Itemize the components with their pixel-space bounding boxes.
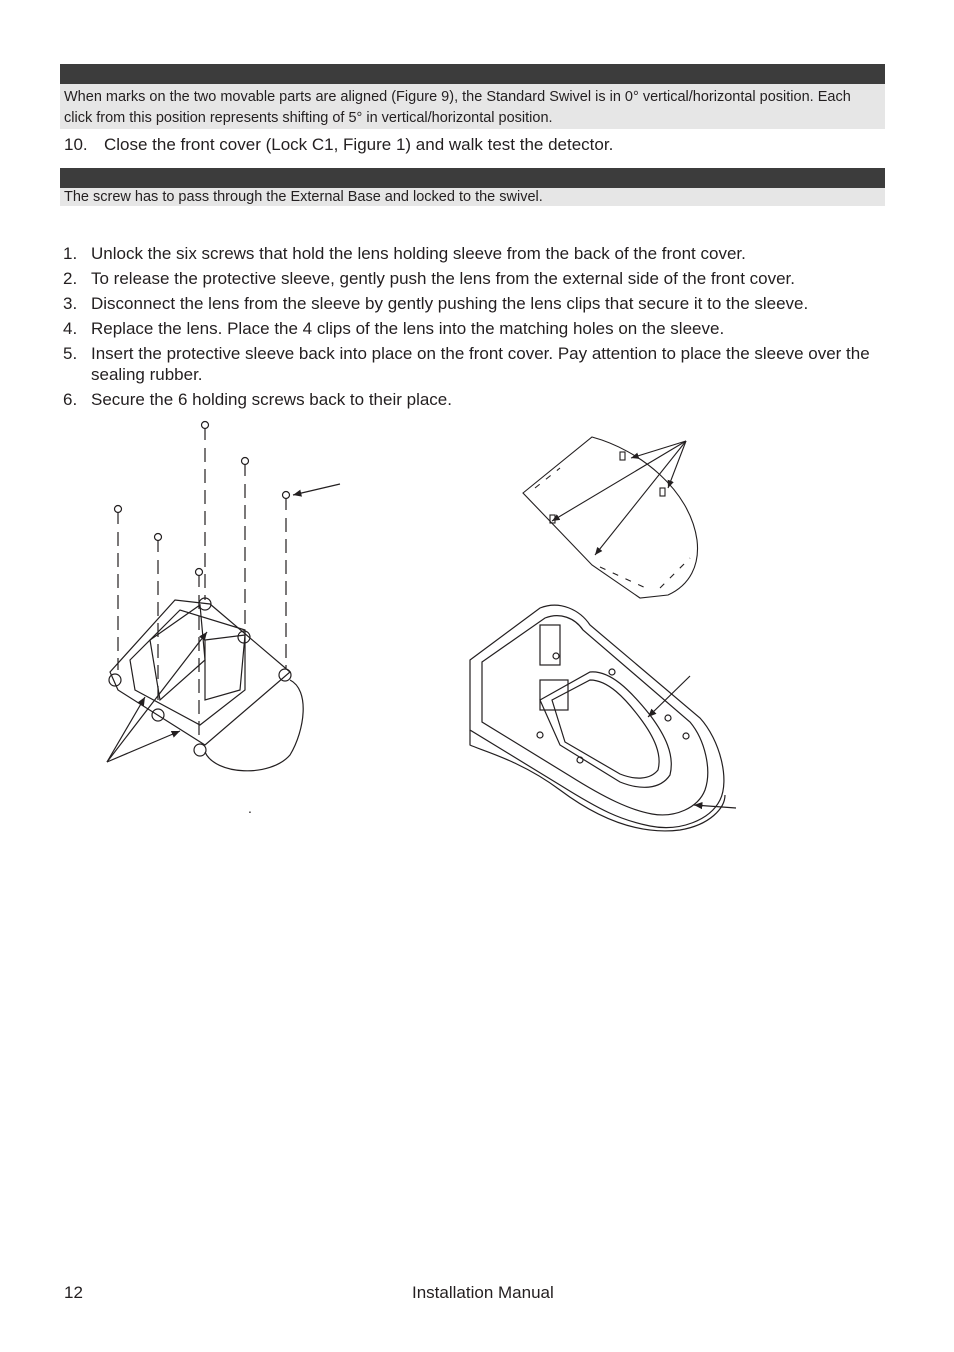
step-text: Unlock the six screws that hold the lens holding sleeve from the back of the front cover. — [91, 244, 746, 263]
step-number: 1. — [63, 244, 78, 263]
screw-icon — [283, 492, 290, 511]
swivel-note-text: When marks on the two movable parts are aligned (Figure 9), the Standard Swivel is in 0° vertical/horizontal position. Each click from this position represents shifting of 5° in vertical/horizontal position. — [64, 89, 851, 126]
screw-icon — [242, 458, 249, 477]
step-number: 4. — [63, 319, 78, 338]
sleeve-with-screws-drawing — [107, 422, 340, 771]
step-text: Replace the lens. Place the 4 clips of the lens into the matching holes on the sleeve. — [91, 319, 725, 338]
step-10-text: Close the front cover (Lock C1, Figure 1) and walk test the detector. — [104, 135, 614, 154]
step-10-number: 10. — [64, 135, 88, 154]
step-number: 2. — [63, 269, 78, 288]
lens-drawing — [523, 437, 698, 598]
step-number: 3. — [63, 294, 78, 313]
screw-icon — [155, 534, 162, 553]
front-cover-drawing — [470, 605, 736, 831]
step-number: 6. — [63, 390, 78, 409]
screw-note-text: The screw has to pass through the External Base and locked to the swivel. — [64, 189, 543, 205]
screw-icon — [196, 569, 203, 588]
screw-icon — [115, 506, 122, 525]
page-number: 12 — [64, 1283, 83, 1302]
footer-title: Installation Manual — [412, 1283, 554, 1302]
step-text: Disconnect the lens from the sleeve by gently pushing the lens clips that secure it to the sleeve. — [91, 294, 809, 313]
figure-caption-mark: . — [248, 800, 252, 816]
step-text: Insert the protective sleeve back into place on the front cover. Pay attention to place the sleeve over the sealing rubber. — [91, 344, 870, 384]
screw-icon — [202, 422, 209, 441]
step-number: 5. — [63, 344, 78, 363]
step-text: Secure the 6 holding screws back to their place. — [91, 390, 452, 409]
step-text: To release the protective sleeve, gently push the lens from the external side of the front cover. — [91, 269, 796, 288]
